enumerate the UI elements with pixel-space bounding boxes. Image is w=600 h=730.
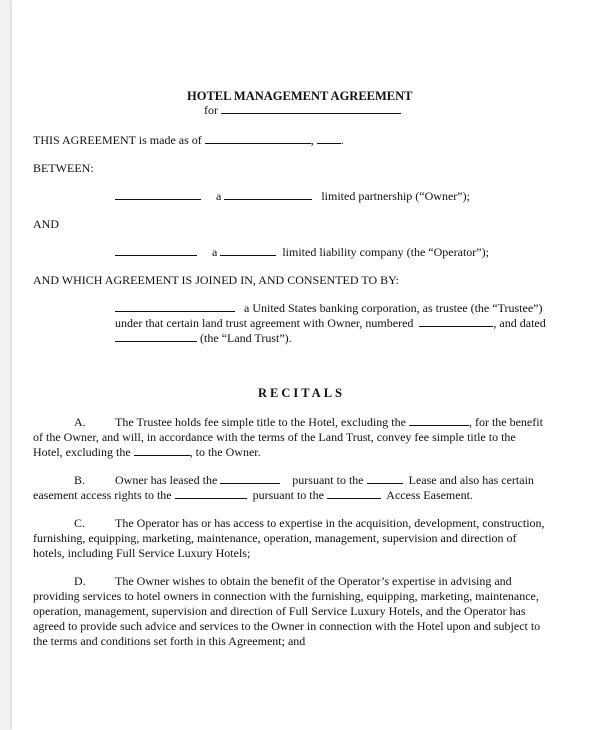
- trustee-description: a United States banking corporation, as trustee (the “Trustee”): [244, 301, 543, 315]
- recital-b-blank-3[interactable]: [175, 488, 247, 499]
- recital-a-text-3b: , to the Owner.: [189, 445, 261, 459]
- recital-b-text-1a: Owner has leased the: [115, 473, 218, 487]
- recitals-heading: RECITALS: [258, 386, 345, 400]
- and-dated-text: , and dated: [493, 316, 546, 330]
- land-trust-text: (the “Land Trust”).: [200, 331, 292, 345]
- recital-b-blank-4[interactable]: [327, 488, 381, 499]
- recital-d-line-2: providing services to hotel owners in connection with the furnishing, equipping, marketing, maintenance,: [33, 589, 539, 603]
- land-trust-number-blank[interactable]: [419, 316, 493, 327]
- recital-a-text-3a: Hotel, excluding the: [33, 445, 131, 459]
- recital-a-blank-1[interactable]: [409, 415, 469, 426]
- recital-b-blank-2[interactable]: [367, 473, 403, 484]
- recital-d-line-1: The Owner wishes to obtain the benefit of the Operator’s expertise in advising and: [115, 574, 512, 588]
- land-trust-date-blank[interactable]: [115, 331, 197, 342]
- recital-d-line-3: operation, management, supervision and direction of Full Service Luxury Hotels, and the Operator has: [33, 604, 526, 618]
- for-blank[interactable]: [221, 103, 401, 114]
- owner-article: a: [216, 189, 222, 203]
- recital-b-line-1: [115, 473, 534, 487]
- recital-a-line-1: [115, 415, 543, 429]
- document-title: HOTEL MANAGEMENT AGREEMENT: [187, 89, 413, 103]
- recital-d-line-5: the terms and conditions set forth in this Agreement; and: [33, 634, 306, 648]
- recital-c-line-2: furnishing, equipping, marketing, maintenance, operation, management, supervision and direction of: [33, 531, 517, 545]
- recital-b-blank-1[interactable]: [220, 473, 280, 484]
- made-as-of-text: THIS AGREEMENT is made as of: [33, 133, 202, 147]
- recital-b-text-2b: pursuant to the: [252, 488, 324, 502]
- recital-a-letter: A.: [74, 415, 86, 429]
- owner-name-blank[interactable]: [115, 189, 201, 200]
- recital-d-letter: D.: [74, 574, 86, 588]
- for-label: for: [204, 103, 218, 117]
- recital-a-line-3: [33, 445, 261, 459]
- recital-a-blank-2[interactable]: [134, 445, 190, 456]
- trustee-line-1: [115, 301, 542, 315]
- trustee-name-blank[interactable]: [115, 301, 235, 312]
- land-trust-numbered-text: under that certain land trust agreement with Owner, numbered: [115, 316, 414, 330]
- period: .: [340, 133, 344, 147]
- recital-b-text-2a: easement access rights to the: [33, 488, 172, 502]
- recital-a-text-1b: , for the benefit: [468, 415, 543, 429]
- joined-consented-line: AND WHICH AGREEMENT IS JOINED IN, AND CONSENTED TO BY:: [33, 273, 400, 287]
- owner-party-line: [115, 189, 470, 203]
- trustee-line-2: [115, 316, 546, 330]
- owner-description: limited partnership (“Owner”);: [321, 189, 470, 203]
- owner-state-blank[interactable]: [224, 189, 312, 200]
- recital-b-letter: B.: [74, 473, 86, 487]
- operator-state-blank[interactable]: [220, 245, 276, 256]
- recital-a-line-2: of the Owner, and will, in accordance with the terms of the Land Trust, convey fee simple title to the: [33, 430, 516, 444]
- recital-a-text-1a: The Trustee holds fee simple title to the Hotel, excluding the: [115, 415, 406, 429]
- recital-c-line-3: hotels, including Full Service Luxury Hotels;: [33, 546, 251, 560]
- recital-d-line-4: agreed to provide such advice and services to the Owner in connection with the Hotel upon and subject to: [33, 619, 541, 633]
- document-page: [12, 0, 600, 730]
- and-label: AND: [33, 217, 59, 231]
- preamble-line: [33, 133, 344, 147]
- year-blank[interactable]: [317, 133, 341, 144]
- operator-description: limited liability company (the “Operator”);: [282, 245, 489, 259]
- comma: ,: [310, 133, 314, 147]
- trustee-line-3: [115, 331, 292, 345]
- operator-article: a: [212, 245, 218, 259]
- date-blank[interactable]: [205, 133, 311, 144]
- operator-name-blank[interactable]: [115, 245, 197, 256]
- recital-c-line-1: The Operator has or has access to expertise in the acquisition, development, construction,: [115, 516, 545, 530]
- operator-party-line: [115, 245, 489, 259]
- recital-c-letter: C.: [74, 516, 86, 530]
- recital-b-text-1c: Lease and also has certain: [408, 473, 534, 487]
- recital-b-text-2c: Access Easement.: [386, 488, 473, 502]
- between-label: BETWEEN:: [33, 161, 94, 175]
- for-line: [204, 103, 401, 117]
- recital-b-line-2: [33, 488, 473, 502]
- recital-b-text-1b: pursuant to the: [292, 473, 364, 487]
